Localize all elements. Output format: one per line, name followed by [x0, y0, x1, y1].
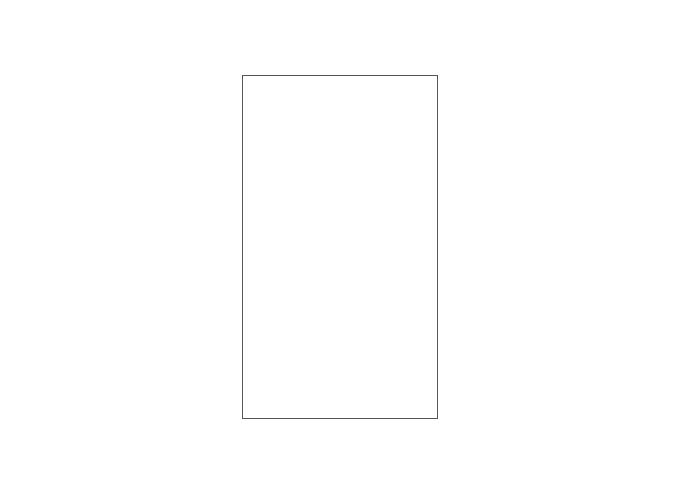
performance-goal-table — [242, 75, 438, 419]
